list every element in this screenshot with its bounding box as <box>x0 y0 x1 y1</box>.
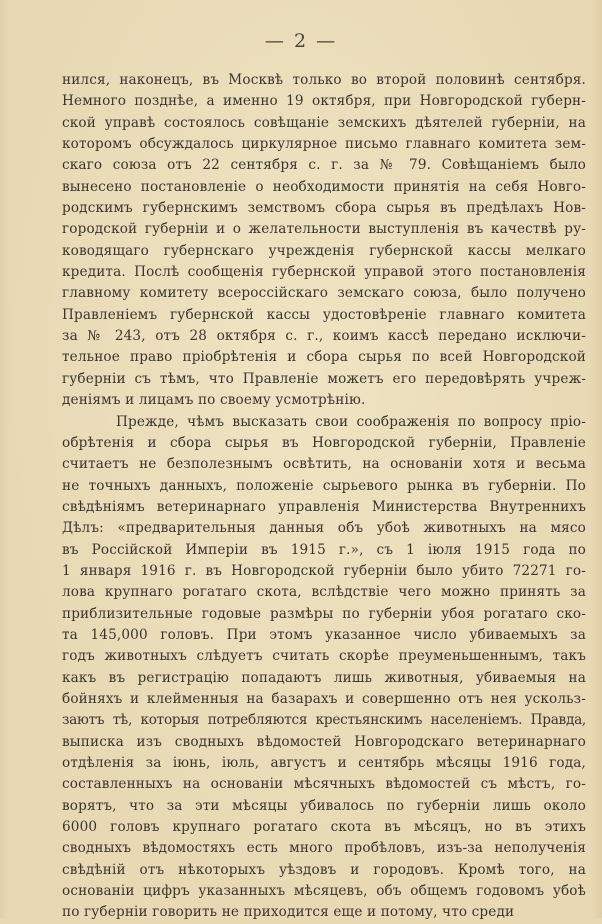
text-line: вынесено постановленіе о необходимости принятія на себя Новго- <box>62 178 586 195</box>
text-line: губерніи съ тѣмъ, что Правленіе можетъ его передовѣрять учреж- <box>62 370 586 387</box>
text-line: составленныхъ на основаніи мѣсячныхъ вѣдомостей съ мѣстъ, го- <box>62 776 586 793</box>
text-line: 6000 головъ крупнаго рогатаго скота въ мѣсяцъ, но въ этихъ <box>62 819 586 836</box>
text-line: скаго союза отъ 22 сентября с. г. за № 79. Совѣщаніемъ было <box>62 157 586 174</box>
paragraph-1 <box>62 70 586 412</box>
text-line: бойняхъ и клейменныя на базарахъ и совершенно отъ нея ускольз- <box>62 690 586 707</box>
text-line: которомъ обсуждалось циркулярное письмо главнаго комитета зем- <box>62 136 586 153</box>
text-line: отдѣленія за іюнь, іюль, августъ и сентябрь мѣсяцы 1916 года, <box>62 755 586 771</box>
text-line: Прежде, чѣмъ высказать свои соображенія по вопросу пріо- <box>116 413 586 430</box>
text-line: въ Россійской Имперіи въ 1915 г.», съ 1 іюля 1915 года по <box>62 541 586 558</box>
text-line: та 145,000 головъ. При этомъ указанное число убиваемыхъ за <box>62 626 586 643</box>
text-line: ской управѣ состоялось совѣщаніе земскихъ дѣятелей губерніи, на <box>62 114 586 131</box>
text-line: Правленіемъ губернской кассы удостовѣреніе главнаго комитета <box>62 306 586 323</box>
text-line: ководящаго губернскаго учрежденія губернской кассы мелкаго <box>62 242 586 259</box>
text-line: за № 243, отъ 28 октября с. г., коимъ кассѣ передано исключи- <box>62 328 586 345</box>
text-line: тельное право пріобрѣтенія и сбора сырья по всей Новгородской <box>62 349 586 366</box>
text-line: основаніи цифръ указанныхъ мѣсяцевъ, объ общемъ годовомъ убоѣ <box>62 883 586 900</box>
text-line: обрѣтенія и сбора сырья въ Новгородской губерніи, Правленіе <box>62 434 586 451</box>
text-line: ворятъ, что за эти мѣсяцы убивалось по губерніи лишь около <box>62 797 586 814</box>
text-line: заютъ тѣ, которыя потребляются крестьянскимъ населеніемъ. Правда, <box>62 712 586 729</box>
text-line: кредита. Послѣ сообщенія губернской управой этого постановленія <box>62 264 586 281</box>
text-line: по губерніи говорить не приходится еще и потому, что среди <box>62 904 515 921</box>
text-line: главному комитету всероссійскаго земскаго союза, было получено <box>62 285 586 302</box>
text-line: годъ животныхъ слѣдуетъ считать скорѣе преуменьшеннымъ, такъ <box>62 648 586 665</box>
body-text <box>62 70 586 924</box>
text-line: приблизительные годовые размѣры по губерніи убоя рогатаго ско- <box>62 605 586 622</box>
text-line: не точныхъ данныхъ, положеніе сырьевого рынка въ губерніи. По <box>62 477 586 494</box>
page-number: — 2 — <box>264 30 338 52</box>
text-line: городской губерніи и о желательности выступленія въ качествѣ ру- <box>62 221 586 238</box>
text-line: родскимъ губернскимъ земствомъ сбора сырья въ предѣлахъ Нов- <box>62 200 586 217</box>
text-line: Немного позднѣе, а именно 19 октября, при Новгородской губерн- <box>62 93 586 110</box>
text-line: сводныхъ вѣдомостяхъ есть много пробѣловъ, изъ-за неполученія <box>62 840 586 857</box>
text-line: выписка изъ сводныхъ вѣдомостей Новгородскаго ветеринарнаго <box>62 733 586 750</box>
text-line: свѣдѣніямъ ветеринарнаго управленія Министерства Внутреннихъ <box>62 498 586 515</box>
text-line: Дѣлъ: «предварительныя данныя объ убоѣ животныхъ на мясо <box>62 520 586 537</box>
text-line: какъ въ регистрацію попадаютъ лишь животныя, убиваемыя на <box>62 669 586 686</box>
text-line: лова крупнаго рогатаго скота, вслѣдствіе чего можно принять за <box>62 584 586 601</box>
text-line: 1 января 1916 г. въ Новгородской губерніи было убито 72271 го- <box>62 562 586 579</box>
text-line: нился, наконецъ, въ Москвѣ только во второй половинѣ сентября. <box>62 72 586 88</box>
text-line: деніямъ и лицамъ по своему усмотрѣнію. <box>62 392 366 409</box>
paragraph-2 <box>62 412 586 924</box>
text-line: свѣдѣній отъ нѣкоторыхъ уѣздовъ и городовъ. Кромѣ того, на <box>62 861 586 878</box>
text-line: считаетъ не безполезнымъ освѣтить, на основаніи хотя и весьма <box>62 456 586 473</box>
